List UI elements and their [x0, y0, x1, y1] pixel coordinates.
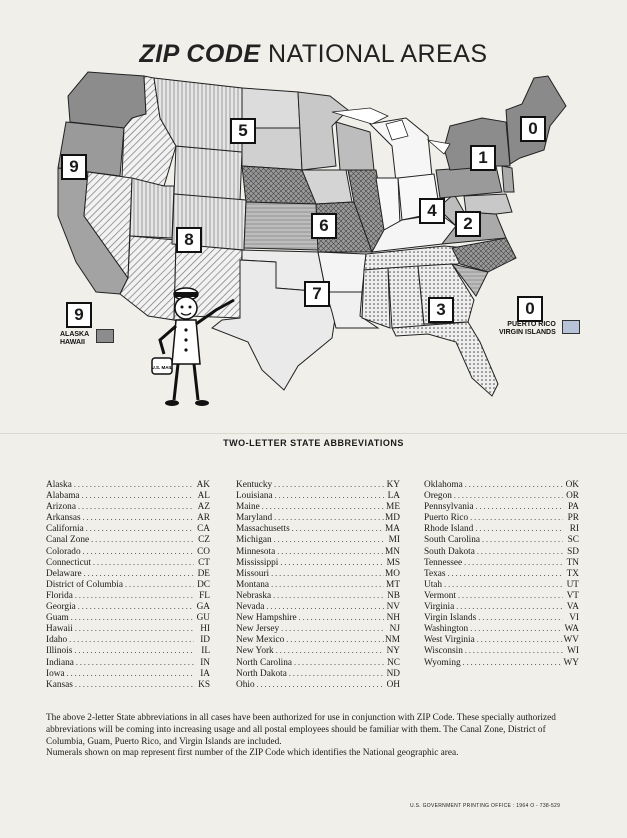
alaska-hawaii-label	[60, 331, 89, 347]
leader-dots	[69, 612, 194, 623]
state-name: Utah	[424, 579, 443, 590]
state-code: GA	[196, 602, 210, 613]
page-title	[0, 40, 627, 69]
state-name: Texas	[424, 568, 446, 579]
leader-dots	[290, 523, 384, 534]
state-row	[424, 557, 579, 568]
state-code: ME	[386, 502, 400, 513]
leader-dots	[284, 634, 384, 645]
state-code: FL	[199, 590, 210, 601]
state-row	[236, 634, 400, 645]
state-name: Puerto Rico	[424, 513, 469, 524]
state-name: Iowa	[46, 668, 65, 679]
leader-dots	[260, 501, 384, 512]
state-name: Kentucky	[236, 480, 273, 490]
state-name: Florida	[46, 590, 73, 601]
state-row	[424, 546, 579, 557]
state-name: Maryland	[236, 513, 273, 524]
leader-dots	[279, 623, 384, 634]
abbr-column-1	[46, 479, 210, 690]
state-code: IA	[200, 668, 210, 679]
leader-dots	[473, 523, 563, 534]
state-code: MI	[388, 535, 400, 546]
zone-1-new-jersey	[502, 166, 514, 192]
alaska-hawaii-swatch	[96, 329, 114, 343]
state-code: AR	[197, 513, 210, 524]
zone-7-label: 7	[304, 281, 330, 307]
state-code: OR	[566, 491, 579, 502]
leader-dots	[287, 668, 384, 679]
state-row	[236, 490, 400, 501]
state-name: Rhode Island	[424, 524, 474, 535]
state-row	[46, 523, 210, 534]
state-name: California	[46, 524, 84, 535]
leader-dots	[468, 623, 563, 634]
state-row	[46, 534, 210, 545]
leader-dots	[273, 490, 384, 501]
abbr-column-3	[424, 479, 579, 668]
state-code: UT	[566, 579, 579, 590]
state-name: Connecticut	[46, 557, 91, 568]
state-name: Montana	[236, 579, 270, 590]
state-name: Arkansas	[46, 513, 81, 524]
printer-line: U.S. GOVERNMENT PRINTING OFFICE : 1964 O - 738-529	[410, 803, 561, 809]
state-code: PR	[567, 513, 579, 524]
state-name: Michigan	[236, 535, 272, 546]
leader-dots	[462, 557, 563, 568]
state-code: OK	[565, 480, 579, 490]
leader-dots	[463, 479, 563, 490]
state-code: AL	[197, 491, 210, 502]
zone-3-label: 3	[428, 297, 454, 323]
state-code: CT	[198, 557, 210, 568]
state-row	[424, 623, 579, 634]
state-code: CA	[197, 524, 210, 535]
state-code: IN	[200, 657, 210, 668]
abbreviations-heading: TWO-LETTER STATE ABBREVIATIONS	[223, 438, 404, 448]
state-name: Maine	[236, 502, 260, 513]
us-zip-zone-map	[36, 66, 596, 416]
leader-dots	[475, 546, 563, 557]
hawaii-label: HAWAII	[60, 339, 85, 346]
state-row	[424, 657, 579, 668]
state-name: Ohio	[236, 679, 255, 690]
leader-dots	[269, 568, 384, 579]
state-code: WA	[564, 624, 579, 635]
state-name: Alabama	[46, 491, 80, 502]
state-row	[46, 512, 210, 523]
state-name: South Dakota	[424, 546, 475, 557]
state-row	[46, 645, 210, 656]
state-name: South Carolina	[424, 535, 481, 546]
puerto-rico-label: PUERTO RICO	[507, 321, 556, 328]
state-code: AZ	[197, 502, 210, 513]
leader-dots	[72, 645, 194, 656]
state-row	[46, 668, 210, 679]
state-row	[424, 501, 579, 512]
state-row	[424, 579, 579, 590]
state-name: Canal Zone	[46, 535, 90, 546]
state-row	[424, 634, 579, 645]
leader-dots	[454, 601, 563, 612]
leader-dots	[274, 645, 384, 656]
leader-dots	[67, 634, 194, 645]
zone-6-kansas	[244, 202, 318, 250]
leader-dots	[65, 668, 194, 679]
leader-dots	[80, 490, 194, 501]
leader-dots	[89, 534, 194, 545]
state-row	[46, 601, 210, 612]
state-name: Nebraska	[236, 590, 272, 601]
leader-dots	[272, 479, 384, 490]
state-row	[424, 590, 579, 601]
state-code: NV	[386, 602, 400, 613]
state-code: PA	[567, 502, 579, 513]
state-name: District of Columbia	[46, 579, 123, 590]
leader-dots	[476, 612, 563, 623]
title-national-areas: NATIONAL AREAS	[268, 40, 488, 68]
state-code: MS	[386, 557, 400, 568]
state-code: MN	[385, 546, 400, 557]
leader-dots	[272, 534, 384, 545]
pr-vi-swatch	[562, 320, 580, 334]
state-code: NY	[386, 646, 400, 657]
state-code: NC	[387, 657, 400, 668]
state-code: MA	[385, 524, 400, 535]
zone-6-label: 6	[311, 213, 337, 239]
state-row	[424, 645, 579, 656]
mascot-bag-text: U.S. MAIL	[151, 365, 173, 370]
state-code: DE	[197, 568, 210, 579]
state-code: KS	[198, 679, 210, 690]
state-code: NH	[386, 613, 400, 624]
state-code: CO	[197, 546, 210, 557]
state-code: NJ	[389, 624, 400, 635]
state-row	[46, 501, 210, 512]
state-name: Nevada	[236, 602, 265, 613]
state-name: Delaware	[46, 568, 82, 579]
state-code: KY	[386, 480, 400, 490]
state-row	[236, 623, 400, 634]
state-name: Kansas	[46, 679, 73, 690]
state-row	[236, 601, 400, 612]
state-name: Wyoming	[424, 657, 461, 668]
state-name: Arizona	[46, 502, 76, 513]
leader-dots	[73, 623, 194, 634]
state-row	[236, 479, 400, 490]
state-code: WI	[567, 646, 579, 657]
state-row	[46, 657, 210, 668]
leader-dots	[84, 523, 194, 534]
state-name: Pennsylvania	[424, 502, 474, 513]
state-name: Vermont	[424, 590, 457, 601]
state-row	[46, 679, 210, 690]
leader-dots	[468, 512, 563, 523]
state-row	[46, 568, 210, 579]
state-row	[424, 479, 579, 490]
zone-9-label: 9	[61, 154, 87, 180]
zone-5-label: 5	[230, 118, 256, 144]
state-name: Mississippi	[236, 557, 279, 568]
state-name: Massachusetts	[236, 524, 290, 535]
state-row	[236, 679, 400, 690]
alaska-label: ALASKA	[60, 331, 90, 338]
zone-1-label: 1	[470, 145, 496, 171]
leader-dots	[74, 657, 194, 668]
state-row	[236, 590, 400, 601]
state-row	[424, 601, 579, 612]
state-row	[424, 568, 579, 579]
footnote-paragraph-2: Numerals shown on map represent first number of the ZIP Code which identifies the National geographic area.	[46, 748, 459, 759]
leader-dots	[81, 546, 194, 557]
state-name: Illinois	[46, 646, 73, 657]
state-row	[424, 523, 579, 534]
state-name: Idaho	[46, 635, 68, 646]
state-code: NB	[387, 590, 400, 601]
zone-4-label: 4	[419, 198, 445, 224]
leader-dots	[442, 579, 563, 590]
state-row	[236, 568, 400, 579]
leader-dots	[269, 579, 384, 590]
leader-dots	[480, 534, 563, 545]
state-code: WY	[563, 657, 579, 668]
state-row	[424, 512, 579, 523]
state-code: RI	[569, 524, 579, 535]
mr-zip-mascot	[146, 284, 238, 412]
page-fold	[0, 433, 627, 434]
state-code: DC	[197, 579, 210, 590]
state-name: Tennessee	[424, 557, 463, 568]
leader-dots	[456, 590, 563, 601]
state-row	[46, 579, 210, 590]
state-code: IL	[201, 646, 210, 657]
state-code: WV	[563, 635, 579, 646]
zone-3-florida	[392, 322, 498, 396]
state-name: Virgin Islands	[424, 613, 477, 624]
state-row	[236, 512, 400, 523]
state-name: Virginia	[424, 602, 455, 613]
state-name: North Dakota	[236, 668, 287, 679]
zone-2-label: 2	[455, 211, 481, 237]
leader-dots	[475, 634, 563, 645]
state-name: Oklahoma	[424, 480, 463, 490]
leader-dots	[73, 590, 194, 601]
state-name: Wisconsin	[424, 646, 463, 657]
state-row	[236, 501, 400, 512]
zone-8-utah	[130, 178, 174, 238]
state-name: Georgia	[46, 602, 76, 613]
zone-3-mississippi	[362, 268, 390, 328]
state-code: MT	[386, 579, 400, 590]
state-row	[424, 612, 579, 623]
state-name: Washington	[424, 624, 469, 635]
leader-dots	[272, 512, 384, 523]
state-code: LA	[387, 491, 400, 502]
state-code: VI	[569, 613, 579, 624]
state-name: New Jersey	[236, 624, 280, 635]
state-code: SD	[567, 546, 579, 557]
state-name: Indiana	[46, 657, 74, 668]
state-row	[46, 590, 210, 601]
state-code: HI	[200, 624, 210, 635]
zone-8-label: 8	[176, 227, 202, 253]
state-name: Oregon	[424, 491, 452, 502]
state-row	[46, 612, 210, 623]
zone-0-label: 0	[520, 116, 546, 142]
leader-dots	[123, 579, 194, 590]
leader-dots	[292, 657, 384, 668]
state-code: OH	[386, 679, 400, 690]
state-name: West Virginia	[424, 635, 475, 646]
state-code: AK	[196, 480, 210, 490]
state-row	[46, 479, 210, 490]
state-name: North Carolina	[236, 657, 293, 668]
state-row	[46, 546, 210, 557]
footnote	[46, 713, 586, 760]
state-code: TN	[566, 557, 579, 568]
pr-vi-label	[499, 321, 556, 337]
state-code: VA	[566, 602, 579, 613]
state-row	[46, 634, 210, 645]
leader-dots	[271, 590, 384, 601]
zone-8-wyoming	[174, 146, 242, 200]
leader-dots	[81, 512, 194, 523]
state-row	[46, 490, 210, 501]
leader-dots	[255, 679, 384, 690]
state-code: MO	[385, 568, 400, 579]
state-code: SC	[567, 535, 579, 546]
state-code: CZ	[198, 535, 210, 546]
leader-dots	[82, 568, 194, 579]
leader-dots	[73, 679, 194, 690]
abbr-column-2	[236, 479, 400, 690]
leader-dots	[76, 501, 194, 512]
alaska-hawaii-zone-box: 9	[66, 302, 92, 328]
leader-dots	[91, 557, 194, 568]
state-code: NM	[385, 635, 400, 646]
state-code: TX	[566, 568, 579, 579]
state-row	[424, 534, 579, 545]
leader-dots	[463, 645, 563, 656]
state-row	[424, 490, 579, 501]
state-row	[236, 534, 400, 545]
leader-dots	[264, 601, 384, 612]
state-row	[236, 645, 400, 656]
state-row	[236, 657, 400, 668]
state-name: Alaska	[46, 480, 72, 490]
state-name: Missouri	[236, 568, 270, 579]
state-row	[236, 668, 400, 679]
state-code: VT	[566, 590, 579, 601]
state-name: Hawaii	[46, 624, 73, 635]
leader-dots	[446, 568, 563, 579]
state-row	[236, 523, 400, 534]
state-name: Colorado	[46, 546, 81, 557]
footnote-paragraph-1: The above 2-letter State abbreviations in all cases have been authorized for use in conjunction with ZIP Code. These specially authorized abbreviations will be coming into increasing usage and all postal employees should be familiar with them. The Canal Zone, District of Columbia, Guam, Puerto Rico, and Virgin Islands are included.	[46, 713, 556, 747]
state-name: New York	[236, 646, 274, 657]
state-name: New Mexico	[236, 635, 285, 646]
state-name: Louisiana	[236, 491, 273, 502]
state-code: GU	[196, 613, 210, 624]
state-row	[46, 557, 210, 568]
state-name: Minnesota	[236, 546, 276, 557]
leader-dots	[72, 479, 194, 490]
state-name: Guam	[46, 613, 69, 624]
state-row	[236, 579, 400, 590]
state-row	[46, 623, 210, 634]
leader-dots	[297, 612, 384, 623]
leader-dots	[452, 490, 563, 501]
state-row	[236, 557, 400, 568]
state-code: ID	[200, 635, 210, 646]
leader-dots	[278, 557, 384, 568]
leader-dots	[461, 657, 563, 668]
leader-dots	[275, 546, 384, 557]
title-zip-code: ZIP CODE	[139, 40, 261, 68]
leader-dots	[76, 601, 194, 612]
state-row	[236, 546, 400, 557]
state-code: ND	[386, 668, 400, 679]
leader-dots	[474, 501, 563, 512]
state-code: MD	[385, 513, 400, 524]
virgin-islands-label: VIRGIN ISLANDS	[499, 329, 556, 336]
state-row	[236, 612, 400, 623]
pr-vi-zone-box: 0	[517, 296, 543, 322]
state-name: New Hampshire	[236, 613, 297, 624]
zone-5-wisconsin	[336, 122, 374, 170]
